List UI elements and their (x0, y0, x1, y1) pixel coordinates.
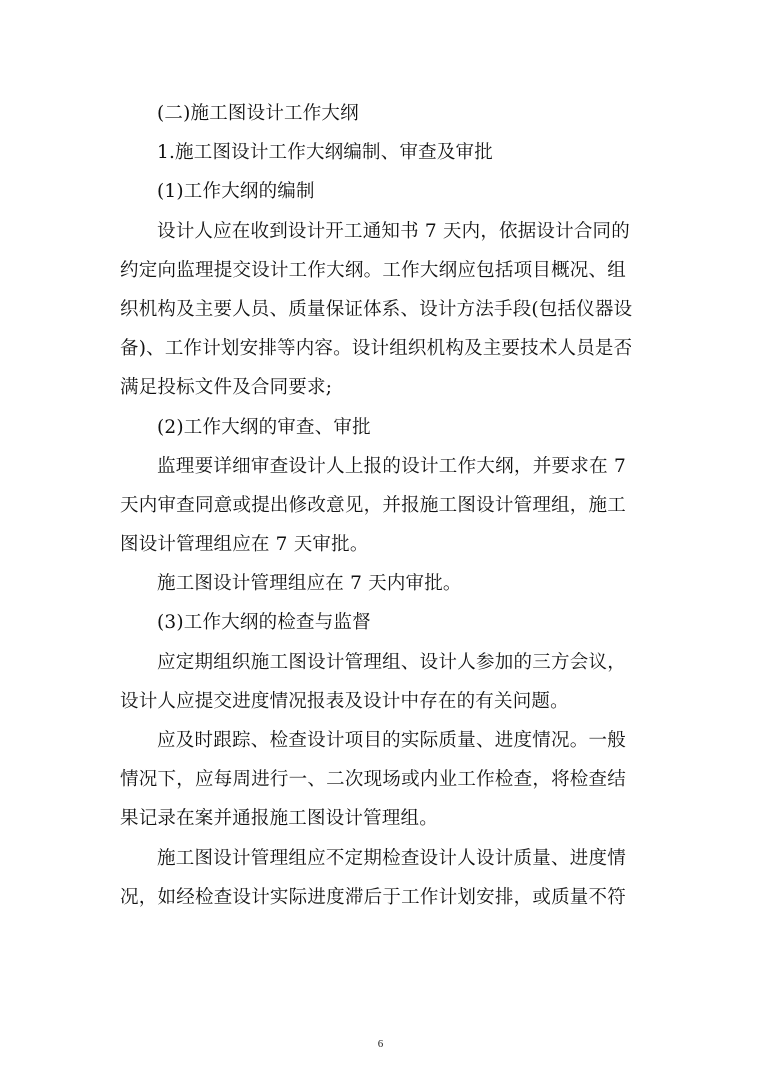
paragraph-line: 施工图设计管理组应在 7 天内审批。 (157, 573, 462, 595)
paragraph-line: 织机构及主要人员、质量保证体系、设计方法手段(包括仪器设 (120, 298, 633, 320)
paragraph-line: 图设计管理组应在 7 天审批。 (120, 534, 369, 556)
paragraph-line: 设计人应在收到设计开工通知书 7 天内，依据设计合同的 (157, 220, 630, 242)
paragraph-line: 施工图设计管理组应不定期检查设计人设计质量、进度情 (157, 847, 626, 869)
paragraph-line: 设计人应提交进度情况报表及设计中存在的有关问题。 (120, 690, 569, 712)
document-body (120, 94, 633, 917)
section-heading: (二)施工图设计工作大纲 (157, 103, 359, 124)
paragraph-line: 约定向监理提交设计工作大纲。工作大纲应包括项目概况、组 (120, 259, 626, 281)
paragraph-line: 应定期组织施工图设计管理组、设计人参加的三方会议， (157, 651, 626, 673)
item-heading-3: (3)工作大纲的检查与监督 (157, 612, 371, 634)
paragraph-line: 备)、工作计划安排等内容。设计组织机构及主要技术人员是否 (120, 338, 633, 360)
paragraph-line: 况，如经检查设计实际进度滞后于工作计划安排，或质量不符 (120, 886, 626, 908)
paragraph-line: 监理要详细审查设计人上报的设计工作大纲，并要求在 7 (157, 455, 626, 477)
item-heading-2: (2)工作大纲的审查、审批 (157, 416, 371, 438)
paragraph-line: 情况下，应每周进行一、二次现场或内业工作检查，将检查结 (120, 769, 626, 791)
page-number: 6 (377, 1038, 384, 1050)
paragraph-line: 应及时跟踪、检查设计项目的实际质量、进度情况。一般 (157, 730, 626, 751)
paragraph-line: 满足投标文件及合同要求; (120, 377, 333, 399)
paragraph-line: 天内审查同意或提出修改意见，并报施工图设计管理组，施工 (120, 494, 626, 516)
subsection-heading: 1.施工图设计工作大纲编制、审查及审批 (157, 142, 493, 164)
item-heading-1: (1)工作大纲的编制 (157, 181, 315, 203)
paragraph-line: 果记录在案并通报施工图设计管理组。 (120, 808, 438, 830)
